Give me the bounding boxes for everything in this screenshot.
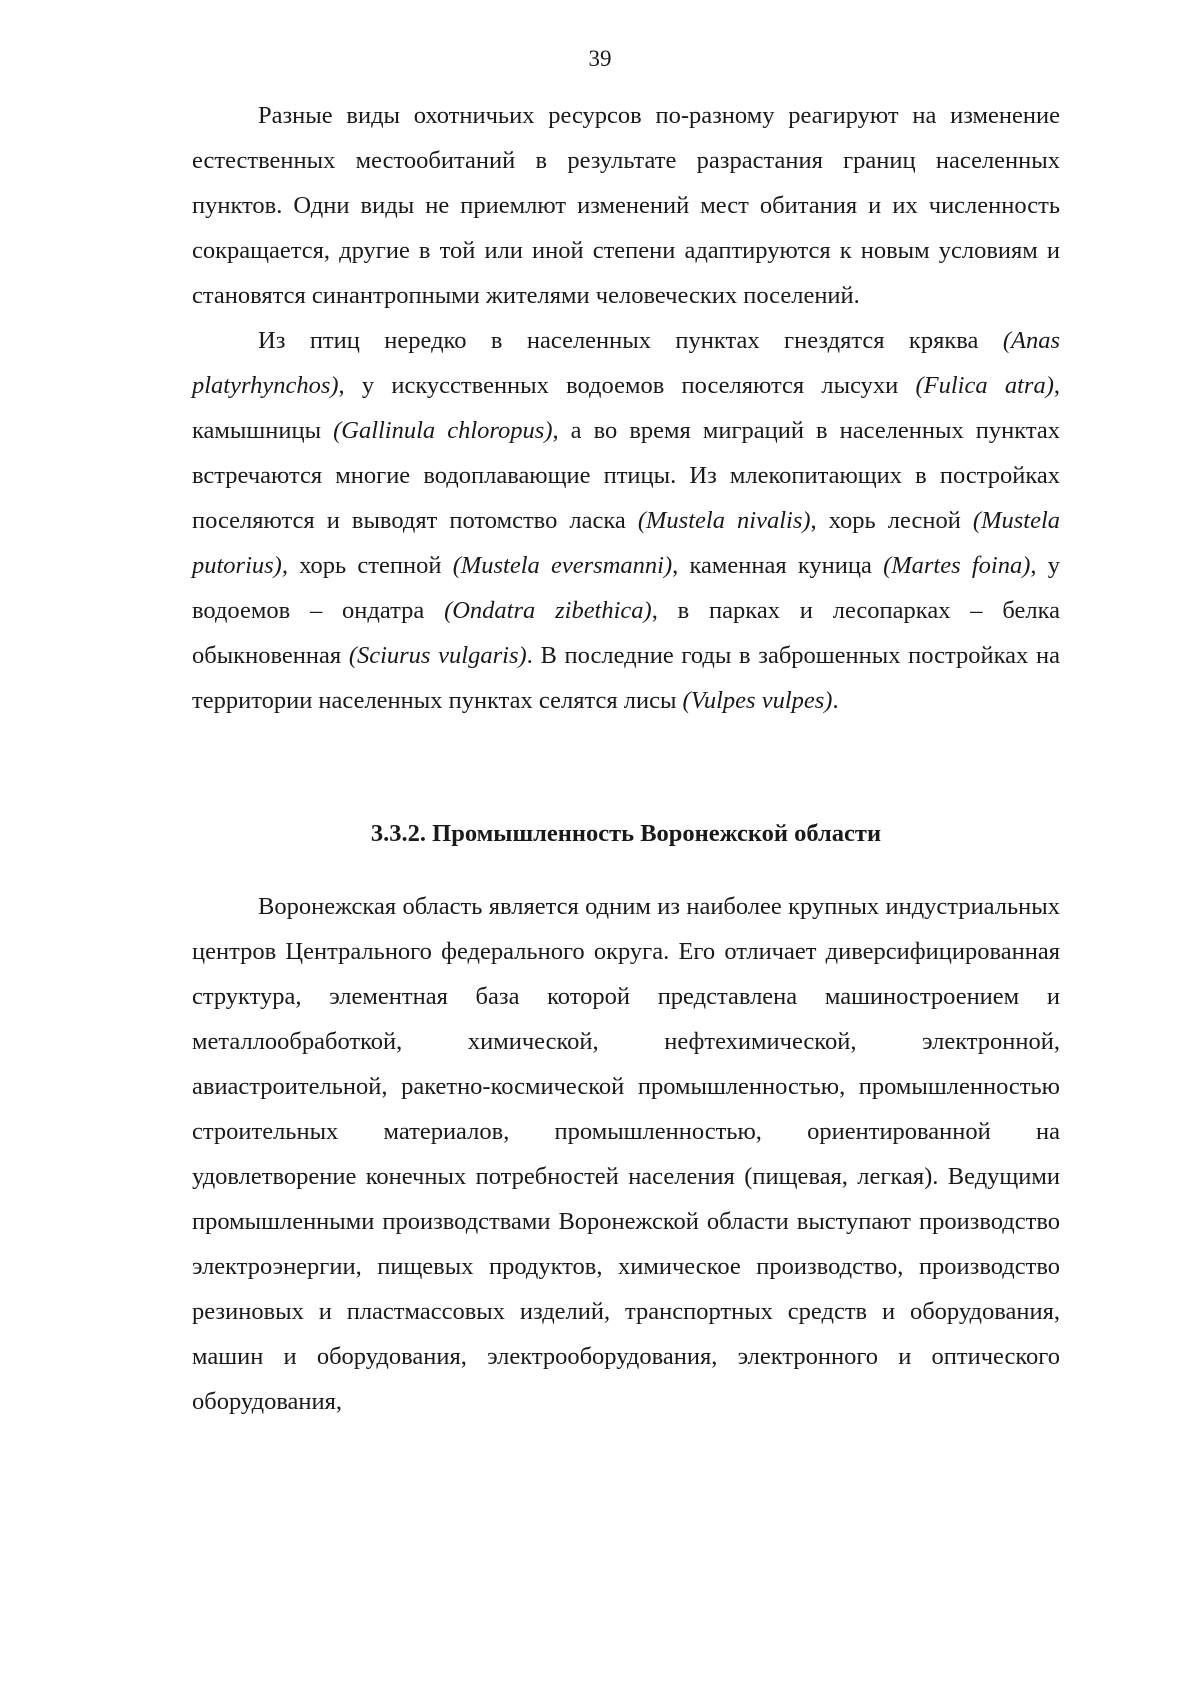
species-latin-name: (Gallinula chloropus): [333, 417, 553, 444]
species-latin-name: (Mustela eversmanni): [452, 552, 673, 579]
paragraph-text: , в парках и лесопарках – белка обыкновенная: [192, 597, 1060, 669]
paragraph-text: .: [832, 687, 839, 714]
species-latin-name: (Vulpes vulpes): [682, 687, 833, 714]
paragraph-voronezh-industry: Воронежская область является одним из наиболее крупных индустриальных центров Центрального федерального округа. Его отличает диверсифицированная структура, элементная база которой представлена машиностроением и металлообработкой, химической, нефтехимической, электронной, авиастроительной, ракетно-космической промышленностью, промышленностью строительных материалов, промышленностью, ориентированной на удовлетворение конечных потребностей населения (пищевая, легкая). Ведущими промышленными производствами Воронежской области выступают производство электроэнергии, пищевых продуктов, химическое производство, производство резиновых и пластмассовых изделий, транспортных средств и оборудования, машин и оборудования, электрооборудования, электронного и оптического оборудования,: [192, 893, 1060, 1415]
paragraph-urban-species: [192, 318, 1060, 723]
paragraph-text: , хорь лесной: [810, 507, 973, 534]
paragraph-text: , у водоемов – ондатра: [192, 552, 1061, 624]
species-latin-name: (Martes foina): [883, 552, 1031, 579]
paragraph-text: Из птиц нередко в населенных пунктах гнездятся кряква: [258, 327, 1003, 354]
species-latin-name: (Fulica atra): [915, 372, 1054, 399]
species-latin-name: (Mustela nivalis): [637, 507, 811, 534]
species-latin-name: (Sciurus vulgaris): [348, 642, 527, 669]
paragraph-text: хорь степной: [287, 552, 453, 579]
section-heading: 3.3.2. Промышленность Воронежской области: [370, 820, 882, 847]
paragraph-text: , камышницы: [192, 372, 1060, 444]
species-latin-name: (Anas platyrhynchos): [192, 327, 1060, 399]
species-latin-name: (Ondatra zibethica): [444, 597, 652, 624]
paragraph-hunting-resources: Разные виды охотничьих ресурсов по-разному реагируют на изменение естественных местообитаний в результате разрастания границ населенных пунктов. Одни виды не приемлют изменений мест обитания и их численность сокращается, другие в той или иной степени адаптируются к новым условиям и становятся синантропными жителями человеческих поселений.: [192, 102, 1060, 309]
paragraph-text: , а во время миграций в населенных пунктах встречаются многие водоплавающие птицы. Из млекопитающих в постройках поселяются и выводят потомство ласка: [192, 417, 1060, 534]
paragraph-text: , у искусственных водоемов поселяются лысухи: [338, 372, 916, 399]
species-latin-name: (Mustela putorius),: [192, 507, 1060, 579]
page-number: 39: [588, 46, 612, 71]
paragraph-text: , каменная куница: [672, 552, 884, 579]
paragraph-text: . В последние годы в заброшенных постройках на территории населенных пунктах селятся лисы: [192, 642, 1060, 714]
